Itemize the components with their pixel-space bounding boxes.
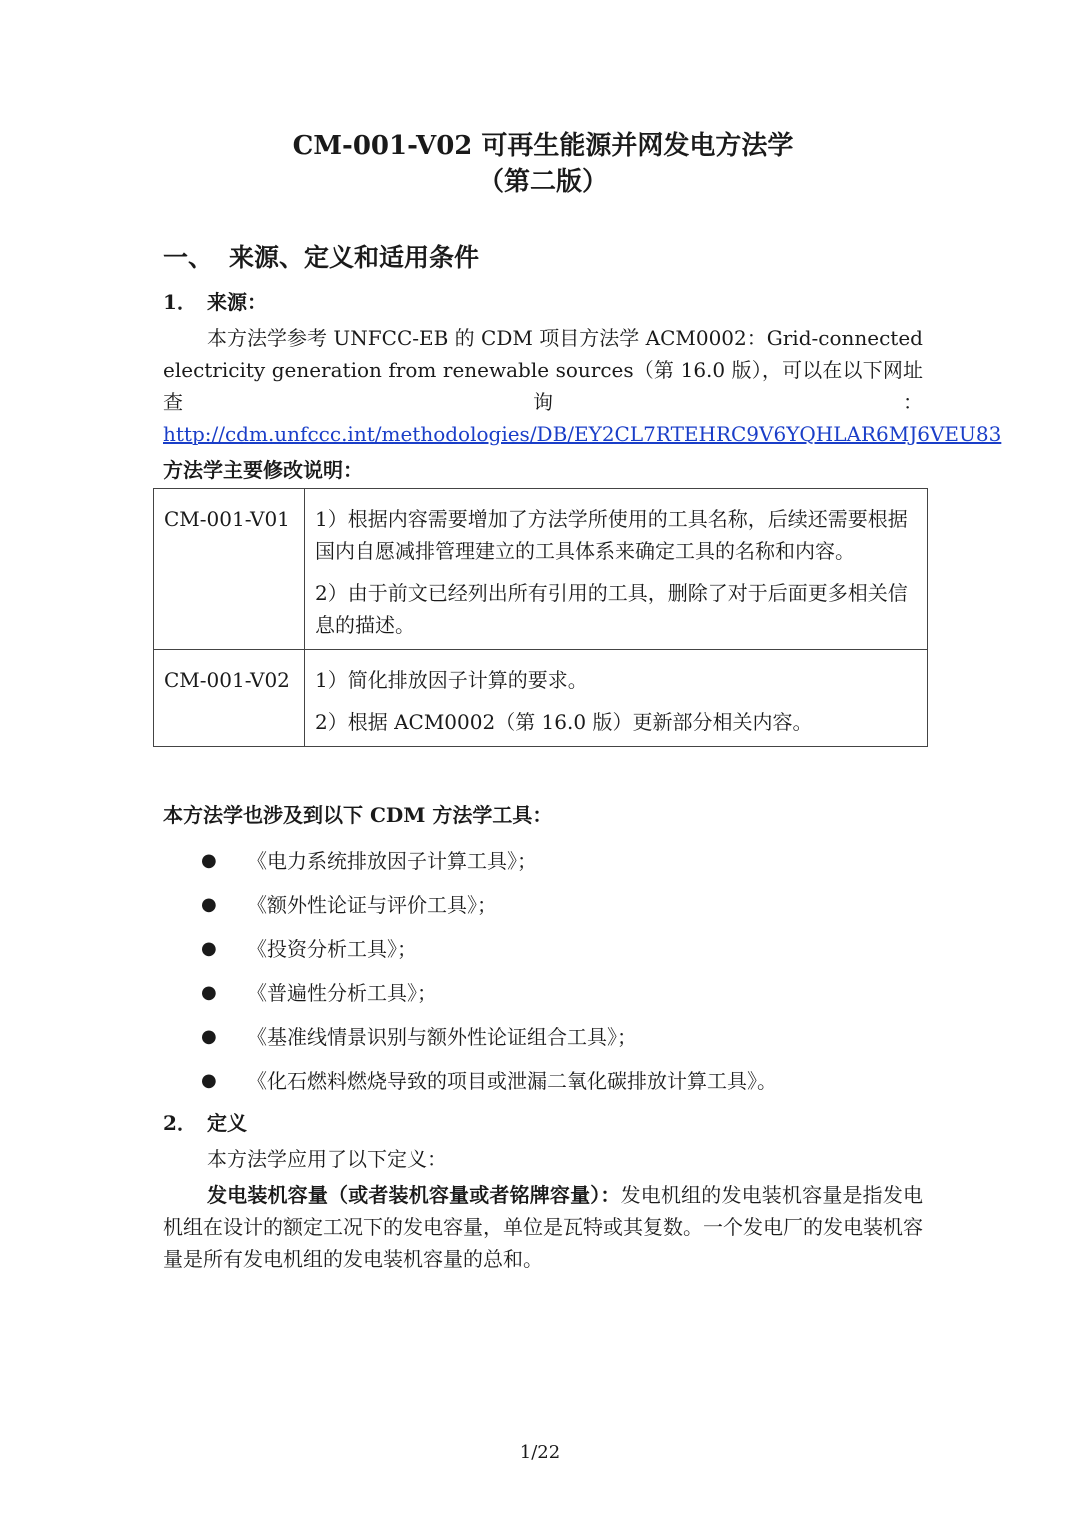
definition-term: 发电装机容量（或者装机容量或者铭牌容量）： <box>207 1183 621 1207</box>
subsection-title: 定义 <box>207 1111 247 1135</box>
revision-item: 2）根据 ACM0002（第 16.0 版）更新部分相关内容。 <box>315 710 813 734</box>
document-title: CM-001-V02 可再生能源并网发电方法学 <box>292 131 794 161</box>
bullet-icon: ● <box>201 982 217 1003</box>
tools-list <box>163 839 923 1103</box>
section-heading <box>163 240 923 276</box>
bullet-icon: ● <box>201 1026 217 1047</box>
revision-item: 1）根据内容需要增加了方法学所使用的工具名称，后续还需要根据国内自愿减排管理建立的工具体系来确定工具的名称和内容。 <box>315 507 908 563</box>
description-cell <box>305 650 928 747</box>
methodology-link[interactable]: http://cdm.unfccc.int/methodologies/DB/EY2CL7RTEHRC9V6YQHLAR6MJ6VEU83 <box>163 422 1002 446</box>
subsection-title: 来源： <box>207 290 267 314</box>
version-cell: CM-001-V02 <box>154 650 305 747</box>
bullet-icon: ● <box>201 894 217 915</box>
tool-name: 《基准线情景识别与额外性论证组合工具》； <box>247 1025 637 1049</box>
definition-paragraph <box>163 1179 923 1275</box>
subsection-number: 2． <box>163 1111 197 1135</box>
list-item <box>163 971 923 1015</box>
revision-item: 2）由于前文已经列出所有引用的工具，删除了对于后面更多相关信息的描述。 <box>315 581 908 637</box>
table-row <box>154 650 928 747</box>
definition-intro: 本方法学应用了以下定义： <box>207 1147 447 1171</box>
list-item <box>163 1059 923 1103</box>
revision-item: 1）简化排放因子计算的要求。 <box>315 668 588 692</box>
subsection-heading-source <box>163 286 923 318</box>
revisions-table <box>153 488 928 747</box>
description-cell <box>305 489 928 650</box>
tool-name: 《普遍性分析工具》； <box>247 981 437 1005</box>
tool-name: 《化石燃料燃烧导致的项目或泄漏二氧化碳排放计算工具》。 <box>247 1069 777 1093</box>
source-paragraph <box>163 322 1002 450</box>
section-title: 来源、定义和适用条件 <box>229 243 480 272</box>
tools-label: 本方法学也涉及到以下 CDM 方法学工具： <box>163 803 553 827</box>
bullet-icon: ● <box>201 850 217 871</box>
document-page <box>163 128 1002 1275</box>
tool-name: 《电力系统排放因子计算工具》； <box>247 849 537 873</box>
document-subtitle: （第二版） <box>477 167 608 197</box>
source-text: 本方法学参考 UNFCC-EB 的 CDM 项目方法学 ACM0002：Grid-connected electricity generation from renewable sources（第 16.0 版），可以在以下网址查询： <box>163 326 923 414</box>
section-number: 一、 <box>163 243 214 272</box>
revisions-label: 方法学主要修改说明： <box>163 458 363 482</box>
subsection-heading-definitions <box>163 1107 923 1139</box>
tool-name: 《投资分析工具》； <box>247 937 417 961</box>
list-item <box>163 927 923 971</box>
list-item <box>163 1015 923 1059</box>
page-number: 1/22 <box>519 1442 561 1463</box>
list-item <box>163 883 923 927</box>
subsection-number: 1． <box>163 290 197 314</box>
definition-text: 发电机组的发电装机容量是指发电机组在设计的额定工况下的发电容量，单位是瓦特或其复数。一个发电厂的发电装机容量是所有发电机组的发电装机容量的总和。 <box>163 1183 924 1271</box>
bullet-icon: ● <box>201 938 217 959</box>
list-item <box>163 839 923 883</box>
table-row <box>154 489 928 650</box>
version-cell: CM-001-V01 <box>154 489 305 650</box>
title-block <box>163 128 923 200</box>
tool-name: 《额外性论证与评价工具》； <box>247 893 497 917</box>
bullet-icon: ● <box>201 1070 217 1091</box>
